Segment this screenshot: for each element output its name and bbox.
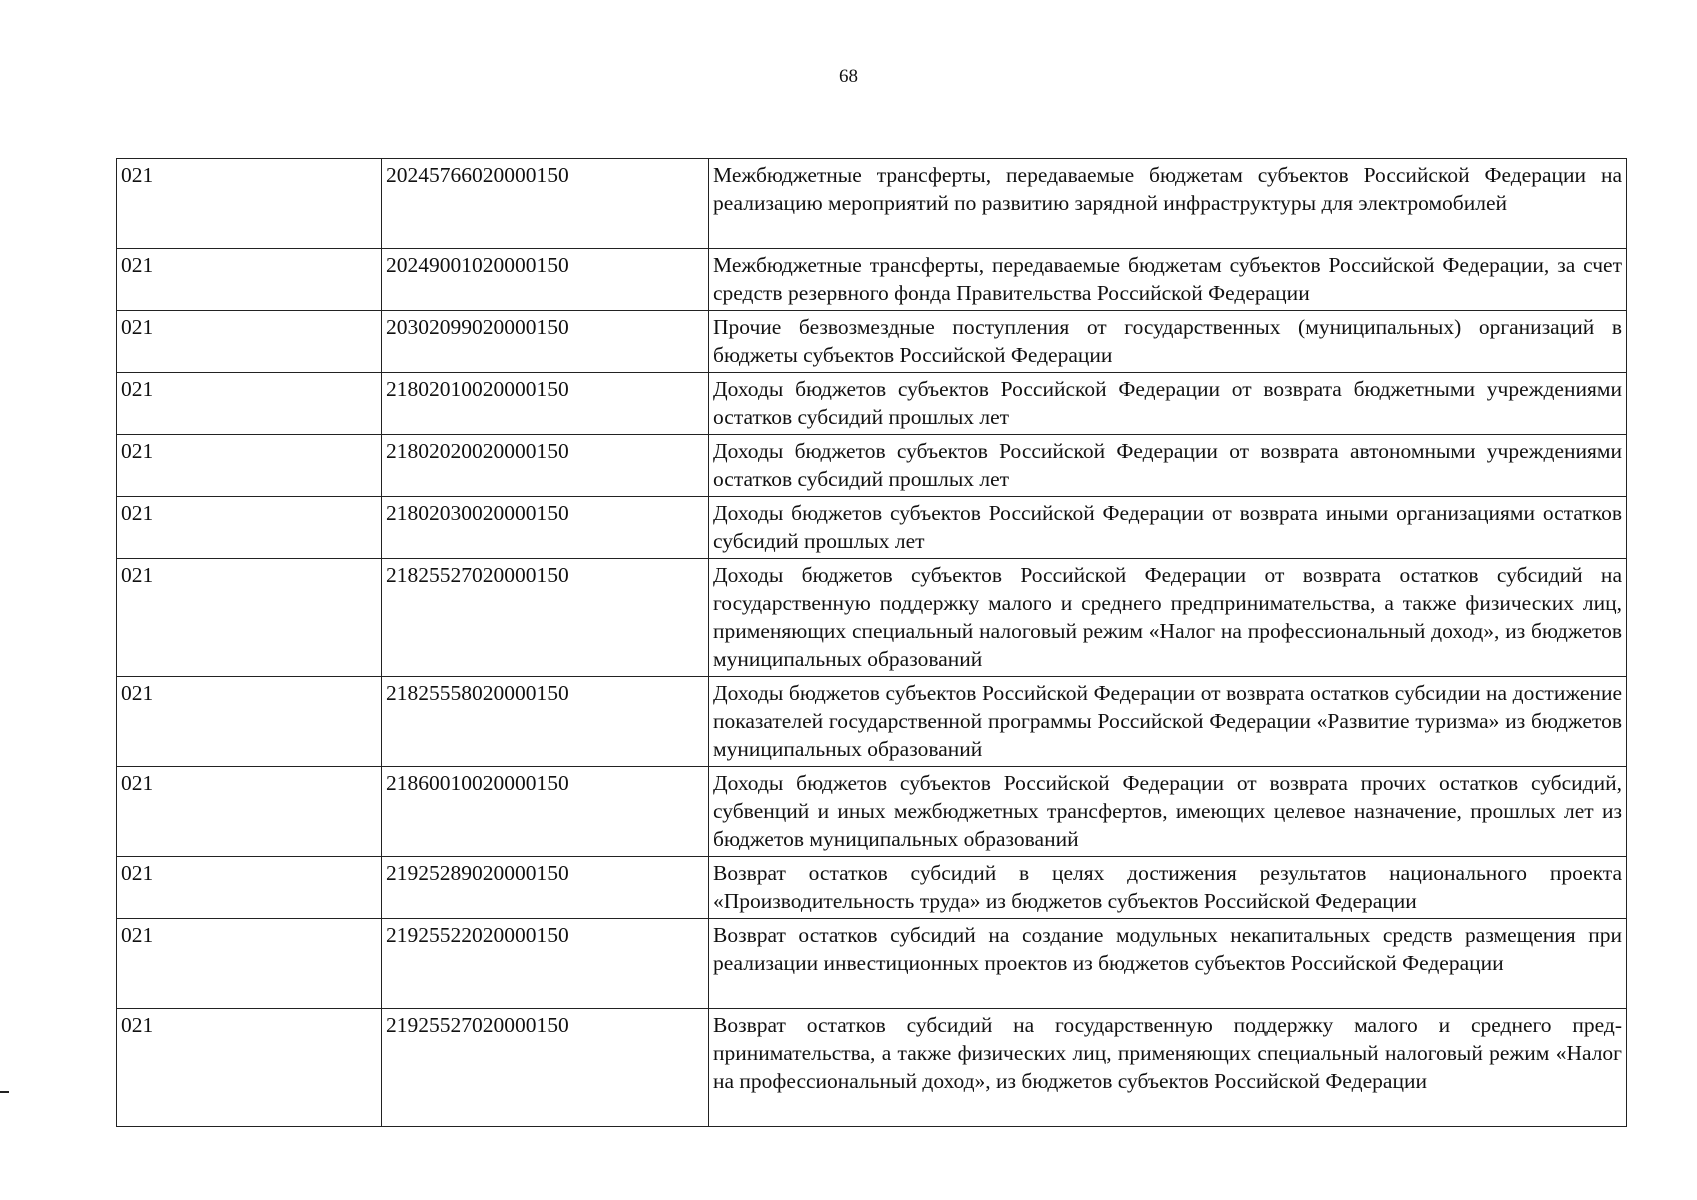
admin-code-cell: 021 (117, 559, 382, 677)
budget-code-cell: 20302099020000150 (382, 311, 709, 373)
margin-mark (0, 1091, 9, 1093)
admin-code-cell: 021 (117, 159, 382, 249)
admin-code-cell: 021 (117, 857, 382, 919)
description-cell: Возврат остатков субсидий на создание модульных некапитальных средств размещения при реализации инвестиционных проектов из бюджетов субъектов Российской Федерации (709, 919, 1627, 1009)
table-row (117, 497, 1627, 559)
admin-code-cell: 021 (117, 497, 382, 559)
table-row (117, 1009, 1627, 1127)
table-row (117, 677, 1627, 767)
budget-code-cell: 21925527020000150 (382, 1009, 709, 1127)
description-cell: Межбюджетные трансферты, передаваемые бюджетам субъектов Российской Федерации, за счет средств резервного фонда Правительства Российской Федерации (709, 249, 1627, 311)
table-row (117, 767, 1627, 857)
table-row (117, 373, 1627, 435)
budget-code-cell: 21802030020000150 (382, 497, 709, 559)
budget-code-cell: 20245766020000150 (382, 159, 709, 249)
budget-code-cell: 21802020020000150 (382, 435, 709, 497)
description-cell: Возврат остатков субсидий в целях достижения результатов национального проекта «Производительность труда» из бюджетов субъектов Российской Федерации (709, 857, 1627, 919)
budget-codes-table (116, 158, 1627, 1127)
description-cell: Доходы бюджетов субъектов Российской Федерации от возврата бюджетными учреждениями остатков субсидий прошлых лет (709, 373, 1627, 435)
admin-code-cell: 021 (117, 919, 382, 1009)
admin-code-cell: 021 (117, 1009, 382, 1127)
table-row (117, 249, 1627, 311)
budget-code-cell: 21825527020000150 (382, 559, 709, 677)
table-row (117, 311, 1627, 373)
budget-code-cell: 21802010020000150 (382, 373, 709, 435)
table-row (117, 559, 1627, 677)
description-cell: Межбюджетные трансферты, передаваемые бюджетам субъектов Российской Федерации на реализацию мероприятий по развитию зарядной инфраструктуры для электромобилей (709, 159, 1627, 249)
admin-code-cell: 021 (117, 373, 382, 435)
admin-code-cell: 021 (117, 677, 382, 767)
table-row (117, 919, 1627, 1009)
budget-code-cell: 20249001020000150 (382, 249, 709, 311)
description-cell: Возврат остатков субсидий на государственную поддержку малого и среднего предпринимательства, а также физических лиц, применяющих специальный налоговый режим «Налог на профессиональный доход», из бюджетов субъектов Российской Федерации (709, 1009, 1627, 1127)
table-row (117, 857, 1627, 919)
table-row (117, 159, 1627, 249)
description-cell: Прочие безвозмездные поступления от государственных (муниципальных) организаций в бюджеты субъектов Российской Федерации (709, 311, 1627, 373)
admin-code-cell: 021 (117, 311, 382, 373)
page-number: 68 (839, 66, 858, 87)
description-cell: Доходы бюджетов субъектов Российской Федерации от возврата остатков субсидий на государственную поддержку малого и среднего предпринимательства, а также физических лиц, применяющих специальный налоговый режим «Налог на профессиональный доход», из бюджетов муниципальных образований (709, 559, 1627, 677)
admin-code-cell: 021 (117, 435, 382, 497)
admin-code-cell: 021 (117, 249, 382, 311)
budget-code-cell: 21860010020000150 (382, 767, 709, 857)
budget-code-cell: 21925289020000150 (382, 857, 709, 919)
budget-code-cell: 21825558020000150 (382, 677, 709, 767)
budget-code-cell: 21925522020000150 (382, 919, 709, 1009)
admin-code-cell: 021 (117, 767, 382, 857)
description-cell: Доходы бюджетов субъектов Российской Федерации от возврата прочих остатков субсидий, субвенций и иных межбюджетных трансфертов, имеющих целевое назначение, прошлых лет из бюджетов муниципальных образований (709, 767, 1627, 857)
table-row (117, 435, 1627, 497)
description-cell: Доходы бюджетов субъектов Российской Федерации от возврата автономными учреждениями остатков субсидий прошлых лет (709, 435, 1627, 497)
description-cell: Доходы бюджетов субъектов Российской Федерации от возврата иными организациями остатков субсидий прошлых лет (709, 497, 1627, 559)
description-cell: Доходы бюджетов субъектов Российской Федерации от возврата остатков субсидии на достижение показателей государственной программы Российской Федерации «Развитие туризма» из бюджетов муниципальных образований (709, 677, 1627, 767)
